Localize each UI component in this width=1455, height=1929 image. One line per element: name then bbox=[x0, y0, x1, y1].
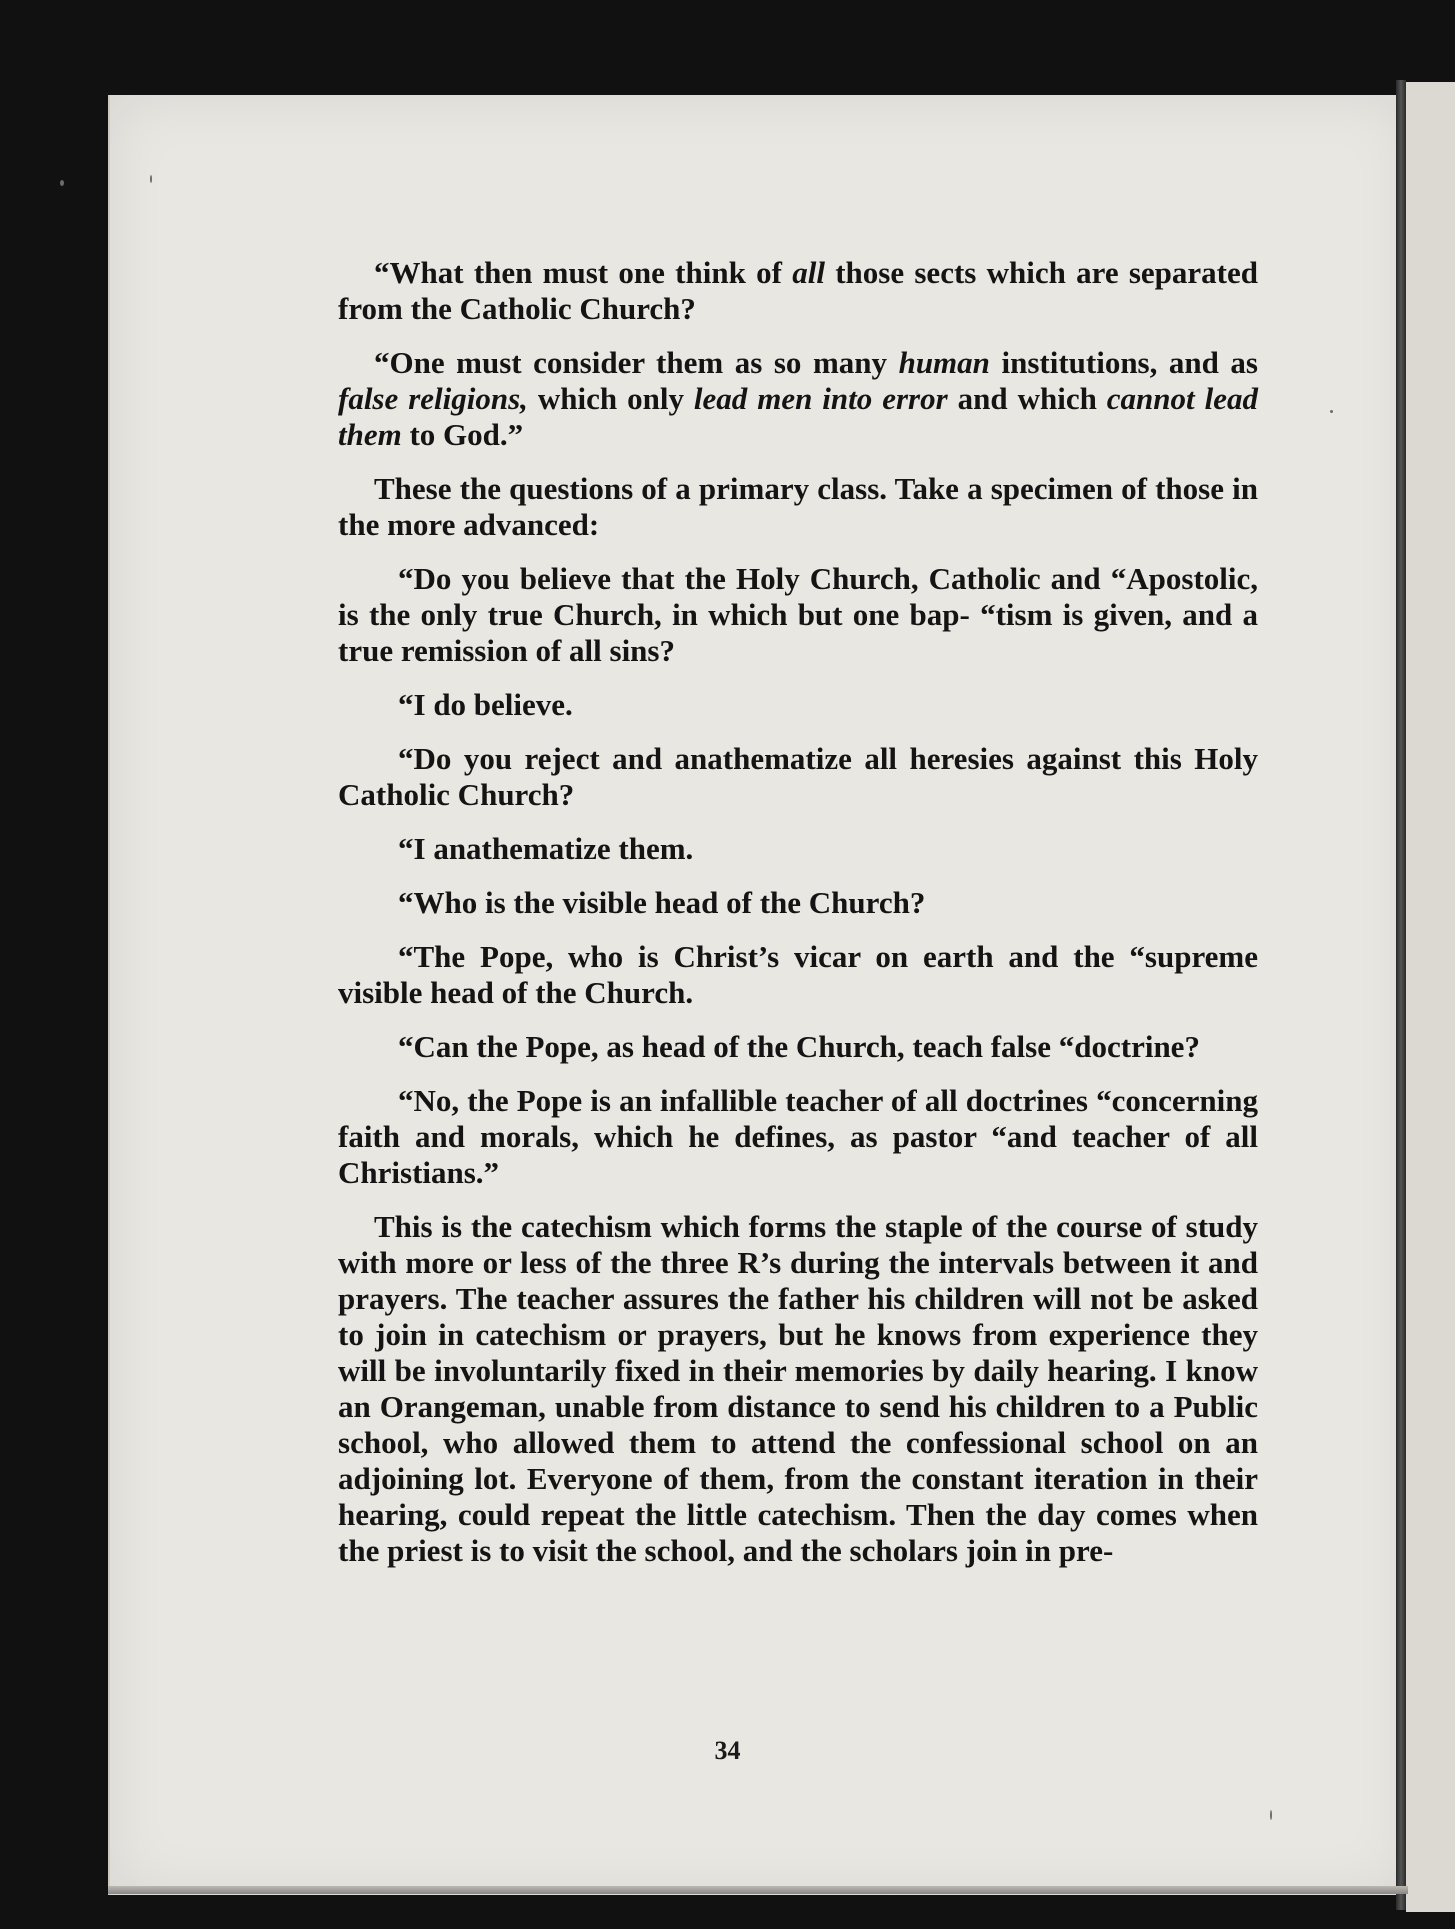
text-run: “The Pope, who is Christ’s vicar on earth and the “supreme visible head of the Church. bbox=[338, 939, 1258, 1010]
scan-speck bbox=[1330, 410, 1333, 413]
italic-text: all bbox=[792, 255, 825, 290]
text-run: “What then must one think of bbox=[374, 255, 793, 290]
paragraph bbox=[338, 255, 1258, 327]
text-run: and which bbox=[947, 381, 1107, 416]
paragraph bbox=[338, 1029, 1258, 1065]
book-spine bbox=[1396, 80, 1406, 1910]
text-run: These the questions of a primary class. Take a specimen of those in the more advanced: bbox=[338, 471, 1258, 542]
text-run: “Who is the visible head of the Church? bbox=[398, 885, 926, 920]
paragraph bbox=[338, 939, 1258, 1011]
paragraph bbox=[338, 345, 1258, 453]
page-body-text bbox=[338, 255, 1258, 1587]
italic-text: human bbox=[898, 345, 990, 380]
italic-text: false religions, bbox=[338, 381, 528, 416]
paragraph bbox=[338, 687, 1258, 723]
text-run: “Do you believe that the Holy Church, Catholic and “Apostolic, is the only true Church, in which but one bap- “tism is given, and a true remission of all sins? bbox=[338, 561, 1258, 668]
paragraph bbox=[338, 1209, 1258, 1569]
paragraph bbox=[338, 831, 1258, 867]
text-run: “Can the Pope, as head of the Church, teach false “doctrine? bbox=[398, 1029, 1200, 1064]
scan-speck bbox=[150, 175, 152, 183]
italic-text: lead men into error bbox=[693, 381, 948, 416]
text-run: institutions, and as bbox=[989, 345, 1258, 380]
text-run: “Do you reject and anathematize all heresies against this Holy Catholic Church? bbox=[338, 741, 1258, 812]
page-number: 34 bbox=[714, 1736, 741, 1765]
text-run: This is the catechism which forms the staple of the course of study with more or less of the three R’s during the intervals between it and prayers. The teacher assures the father his children will not be asked to join in catechism or prayers, but he knows from experience they will be involuntarily fixed in their memories by daily hearing. I know an Orangeman, unable from distance to send his children to a Public school, who allowed them to attend the confessional school on an adjoining lot. Everyone of them, from the constant iteration in their hearing, could repeat the little catechism. Then the day comes when the priest is to visit the school, and the scholars join in pre- bbox=[338, 1209, 1258, 1568]
scan-speck bbox=[1270, 1810, 1272, 1820]
text-run: “No, the Pope is an infallible teacher of all doctrines “concerning faith and morals, which he defines, as pastor “and teacher of all Christians.” bbox=[338, 1083, 1258, 1190]
text-run: “One must consider them as so many bbox=[374, 345, 899, 380]
paragraph bbox=[338, 741, 1258, 813]
text-run: “I anathematize them. bbox=[398, 831, 694, 866]
text-run: which only bbox=[527, 381, 694, 416]
paragraph bbox=[338, 471, 1258, 543]
text-run: those sects which are separated from the Catholic Church? bbox=[338, 255, 1259, 326]
italic-text: cannot lead them bbox=[338, 381, 1258, 452]
text-run: to God.” bbox=[401, 417, 524, 452]
paragraph bbox=[338, 885, 1258, 921]
page-bottom-edge bbox=[108, 1886, 1408, 1894]
paragraph bbox=[338, 1083, 1258, 1191]
text-run: “I do believe. bbox=[398, 687, 573, 722]
facing-page-edge bbox=[1406, 82, 1455, 1912]
paragraph bbox=[338, 561, 1258, 669]
scan-speck bbox=[60, 180, 64, 186]
